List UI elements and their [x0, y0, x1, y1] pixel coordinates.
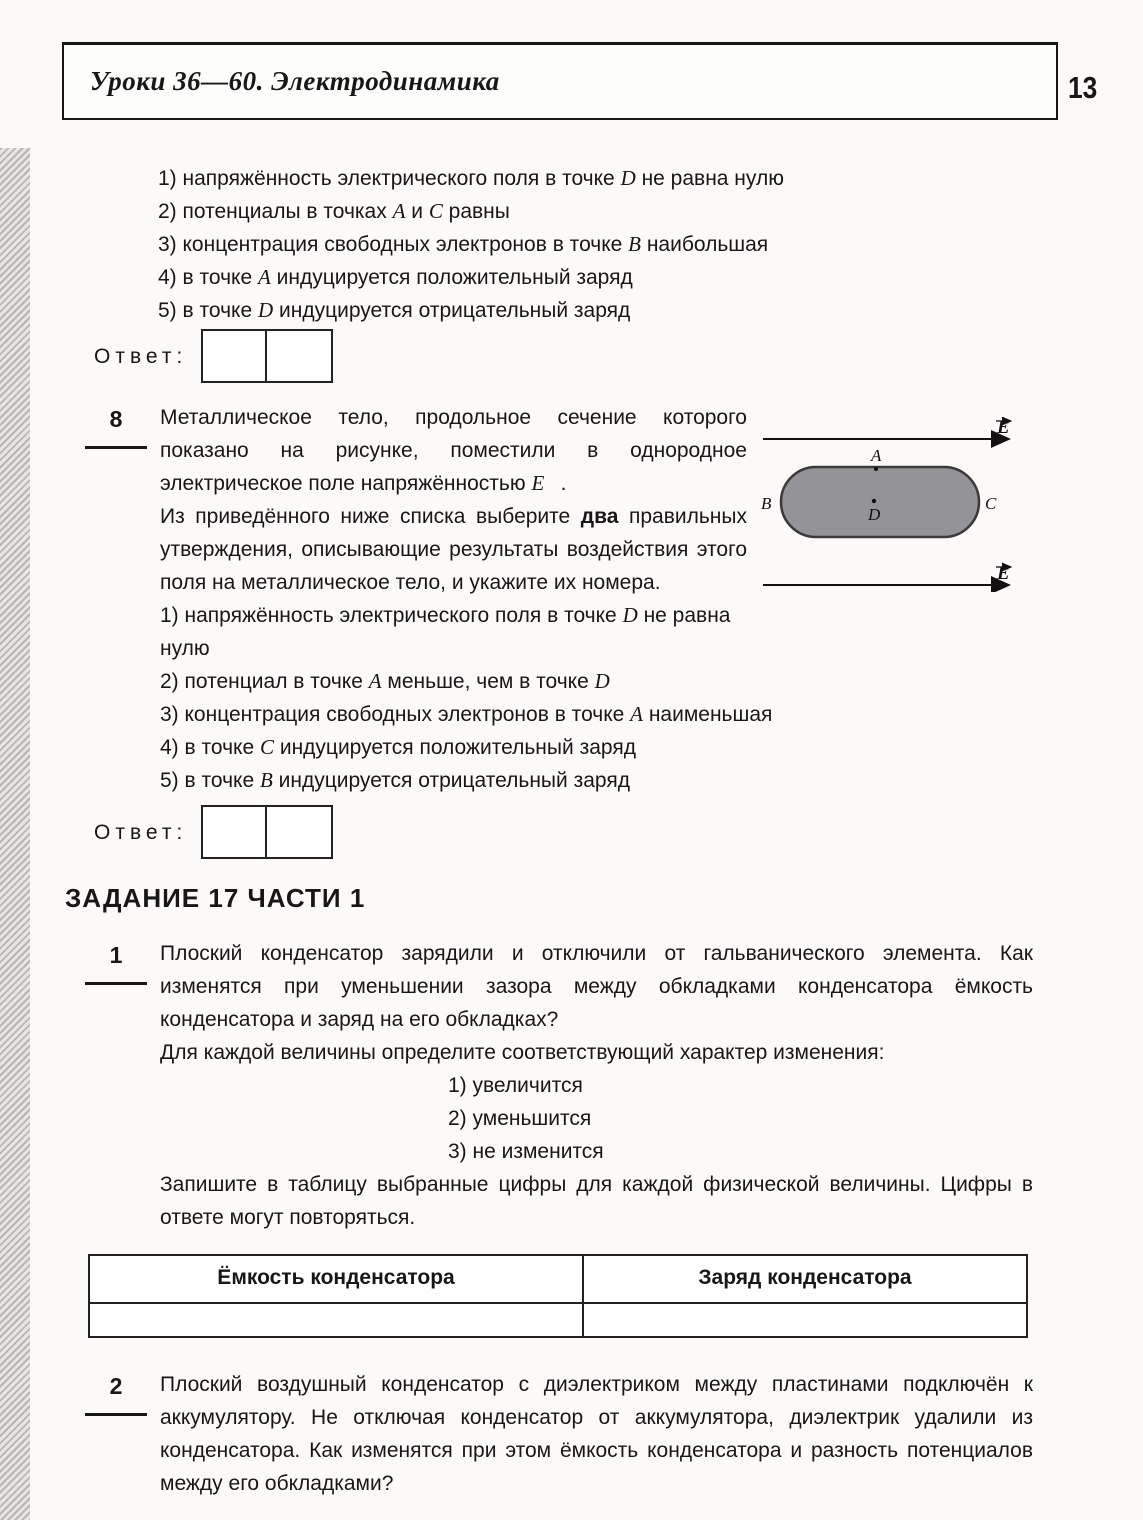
column-header-capacity: Ёмкость конденсатора: [89, 1255, 583, 1303]
problem7-options: [158, 162, 1033, 327]
option-item: 4) в точке A индуцируется положительный заряд: [158, 265, 633, 289]
option-item: 5) в точке D индуцируется отрицательный заряд: [158, 298, 631, 322]
problem-1-body: [160, 937, 1033, 1234]
page-content: [65, 162, 1033, 1500]
chapter-title: Уроки 36—60. Электродинамика: [90, 66, 500, 96]
answer-boxes: [201, 329, 333, 383]
problem-number: 1: [85, 939, 147, 985]
answer-table-cell: [89, 1303, 583, 1337]
choice-item: 1) увеличится: [448, 1074, 583, 1097]
answer-boxes: [201, 805, 333, 859]
answer-label: Ответ:: [94, 344, 188, 368]
choice-item: 3) не изменится: [448, 1140, 604, 1163]
answer-cell: [201, 329, 267, 383]
problem-text: Запишите в таблицу выбранные цифры для каждой физической величины. Цифры в ответе могут повторяться.: [160, 1173, 1033, 1229]
answer-row-problem7: [88, 329, 1033, 383]
column-header-charge: Заряд конденсатора: [583, 1255, 1027, 1303]
problem-number-block: [88, 1368, 160, 1500]
answer-cell: [267, 805, 333, 859]
chapter-header-box: [62, 42, 1058, 120]
problem-text: Металлическое тело, продольное сечение которого показано на рисунке, поместили в однородное электрическое поле напряжённостью E⃗.: [160, 406, 747, 495]
answer-table-cell: [583, 1303, 1027, 1337]
point-a-dot: [874, 467, 878, 471]
option-item: 4) в точке C индуцируется положительный заряд: [160, 735, 636, 759]
problem-text: Плоский конденсатор зарядили и отключили от гальванического элемента. Как изменятся при уменьшении зазора между обкладками конденсатора ёмкость конденсатора и заряд на его обкладках?: [160, 942, 1033, 1031]
option-item: 5) в точке B индуцируется отрицательный заряд: [160, 768, 630, 792]
section-title: ЗАДАНИЕ 17 ЧАСТИ 1: [65, 883, 366, 913]
answer-cell: [201, 805, 267, 859]
point-b-label: B: [761, 494, 772, 513]
option-item: 2) потенциал в точке A меньше, чем в точке D: [160, 669, 610, 693]
option-item: 1) напряжённость электрического поля в точке D не равна нулю: [158, 166, 784, 190]
answer-label: Ответ:: [94, 820, 188, 844]
point-c-label: C: [985, 494, 997, 513]
answer-table-input-row: [89, 1303, 1027, 1337]
point-a-label: A: [871, 446, 882, 465]
left-margin-hatch: [0, 148, 30, 1520]
problem-1: [88, 937, 1033, 1234]
choice-item: 2) уменьшится: [448, 1107, 592, 1130]
page-number: 13: [1068, 70, 1098, 105]
answer-table: [88, 1254, 1028, 1338]
field-label-top: E: [997, 417, 1010, 438]
problem-8: [88, 401, 1033, 797]
problem-number: 8: [85, 403, 147, 449]
point-d-label: D: [868, 505, 881, 524]
problem8-figure: [761, 401, 1033, 641]
problem-text: Плоский воздушный конденсатор с диэлектриком между пластинами подключён к аккумулятору. Не отключая конденсатор от аккумулятора, диэлектрик удалили из конденсатора. Как изменятся при этом ёмкость конденсатора и разность потенциалов между его обкладками?: [160, 1373, 1033, 1495]
problem-number-block: [88, 401, 160, 797]
option-item: 1) напряжённость электрического поля в точке D не равна нулю: [160, 603, 731, 660]
answer-row-problem8: [88, 805, 1033, 859]
problem-number: 2: [85, 1370, 147, 1416]
problem-8-body: [160, 401, 1033, 797]
problem-text: Из приведённого ниже списка выберите два правильных утверждения, описывающие результаты воздействия этого поля на металлическое тело, и укажите их номера.: [160, 505, 747, 594]
metal-body-in-field-diagram: [761, 417, 1033, 592]
problem-number-block: [88, 937, 160, 1234]
option-item: 3) концентрация свободных электронов в точке A наименьшая: [160, 702, 773, 726]
answer-cell: [267, 329, 333, 383]
metal-body-shape: [781, 467, 979, 537]
option-item: 3) концентрация свободных электронов в точке B наибольшая: [158, 232, 769, 256]
point-d-dot: [872, 499, 876, 503]
problem-2-body: [160, 1368, 1033, 1500]
problem-2: [88, 1368, 1033, 1500]
problem-text: Для каждой величины определите соответствующий характер изменения:: [160, 1041, 885, 1064]
option-item: 2) потенциалы в точках A и C равны: [158, 199, 510, 223]
answer-table-header-row: [89, 1255, 1027, 1303]
change-choices: [448, 1069, 1033, 1168]
field-label-bottom: E: [997, 563, 1010, 584]
